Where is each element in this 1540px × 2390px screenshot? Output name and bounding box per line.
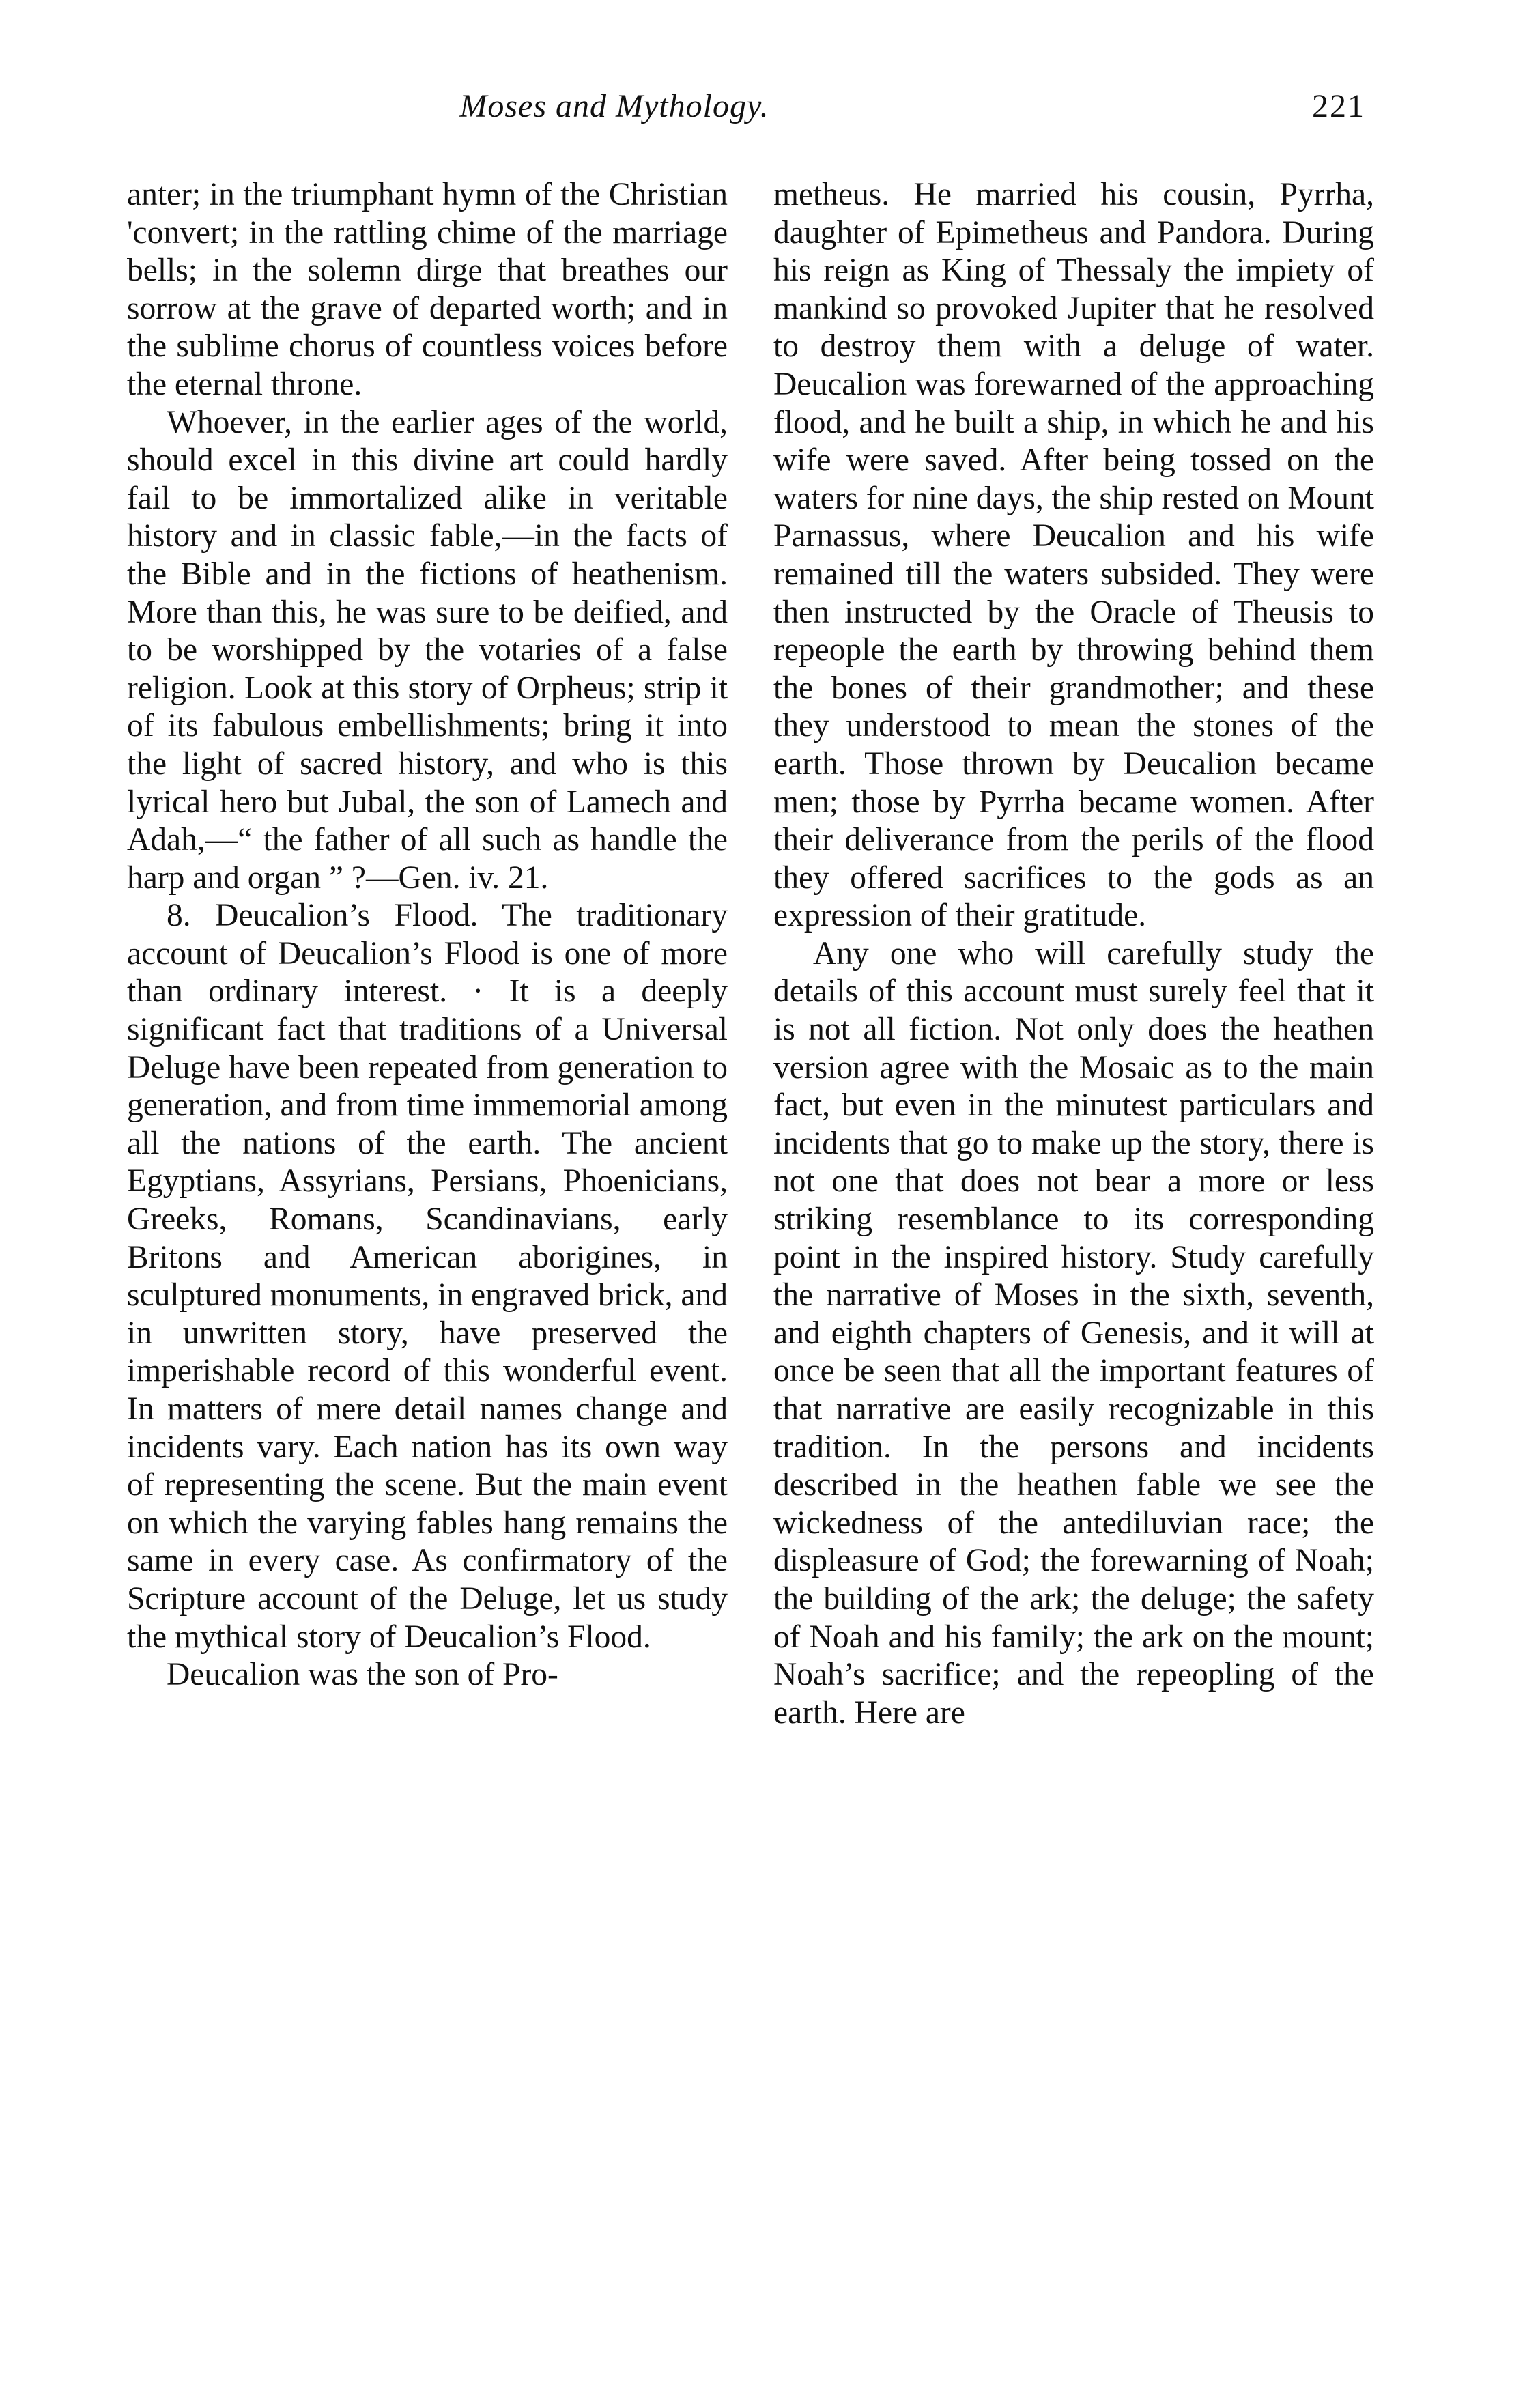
running-title: Moses and Mythology.: [459, 88, 769, 124]
right-column: [773, 176, 1374, 1732]
paragraph-deucalion-intro: [127, 897, 728, 1656]
paragraph-myth-narrative: metheus. He married his cousin, Pyrrha, daughter of Epimetheus and Pandora. During his reign as King of Thessaly the impiety of mankind so provoked Jupiter that he resolved to destroy them with a deluge of water. Deucalion was forewarned of the approaching flood, and he built a ship, in which he and his wife were saved. After being tossed on the waters for nine days, the ship rested on Mount Parnassus, where Deucalion and his wife remained till the waters subsided. They were then instructed by the Oracle of Theusis to repeople the earth by throwing behind them the bones of their grandmother; and these they understood to mean the stones of the earth. Those thrown by Deucalion became men; those by Pyrrha became women. After their deliverance from the perils of the flood they offered sacrifices to the gods as an expression of their gratitude.: [773, 177, 1374, 934]
paragraph-orpheus: Whoever, in the earlier ages of the world, should excel in this divine art could hardly fail to be immortalized alike in veritable history and in classic fable,—in the facts of the Bible and in the fictions of heathenism. More than this, he was sure to be deified, and to be worshipped by the votaries of a false religion. Look at this story of Orpheus; strip it of its fabulous embellishments; bring it into the light of sacred history, and who is this lyrical hero but Jubal, the son of Lamech and Adah,—“ the father of all such as handle the harp and organ ” ?—Gen. iv. 21.: [127, 404, 728, 896]
paragraph-deucalion-son: Deucalion was the son of Pro-: [167, 1657, 558, 1693]
left-column: [127, 176, 728, 1694]
running-head: [123, 87, 1365, 142]
page-number: 221: [1312, 88, 1365, 124]
paragraph-comparison: Any one who will carefully study the details of this account must surely feel that it is not all fiction. Not only does the heathen version agree with the Mosaic as to the main fact, but even in the minutest particulars and incidents that go to make up the story, there is not one that does not bear a more or less striking resemblance to its corresponding point in the inspired history. Study carefully the narrative of Moses in the sixth, seventh, and eighth chapters of Genesis, and it will at once be seen that all the important features of that narrative are easily recognizable in this tradition. In the persons and incidents described in the heathen fable we see the wickedness of the antediluvian race; the displeasure of God; the forewarning of Noah; the building of the ark; the deluge; the safety of Noah and his family; the ark on the mount; Noah’s sacrifice; and the repeopling of the earth. Here are: [773, 935, 1374, 1731]
paragraph-deucalion-body: The traditionary account of Deucalion’s Flood is one of more than ordinary interest. · It is a deeply significant fact that traditions of a Universal Deluge have been repeated from generation to generation, and from time immemorial among all the nations of the earth. The ancient Egyptians, Assyrians, Persians, Phoenicians, Greeks, Romans, Scandinavians, early Britons and American aborigines, in sculptured monuments, in engraved brick, and in unwritten story, have preserved the imperishable record of this wonderful event. In matters of mere detail names change and incidents vary. Each nation has its own way of representing the scene. But the main event on which the varying fables hang remains the same in every case. As confirmatory of the Scripture account of the Deluge, let us study the mythical story of Deucalion’s Flood.: [127, 898, 728, 1655]
paragraph-continuation: anter; in the triumphant hymn of the Christian 'convert; in the rattling chime of the marriage bells; in the solemn dirge that breathes our sorrow at the grave of departed worth; and in the sublime chorus of countless voices before the eternal throne.: [127, 177, 728, 402]
section-heading: 8. Deucalion’s Flood.: [167, 898, 479, 934]
